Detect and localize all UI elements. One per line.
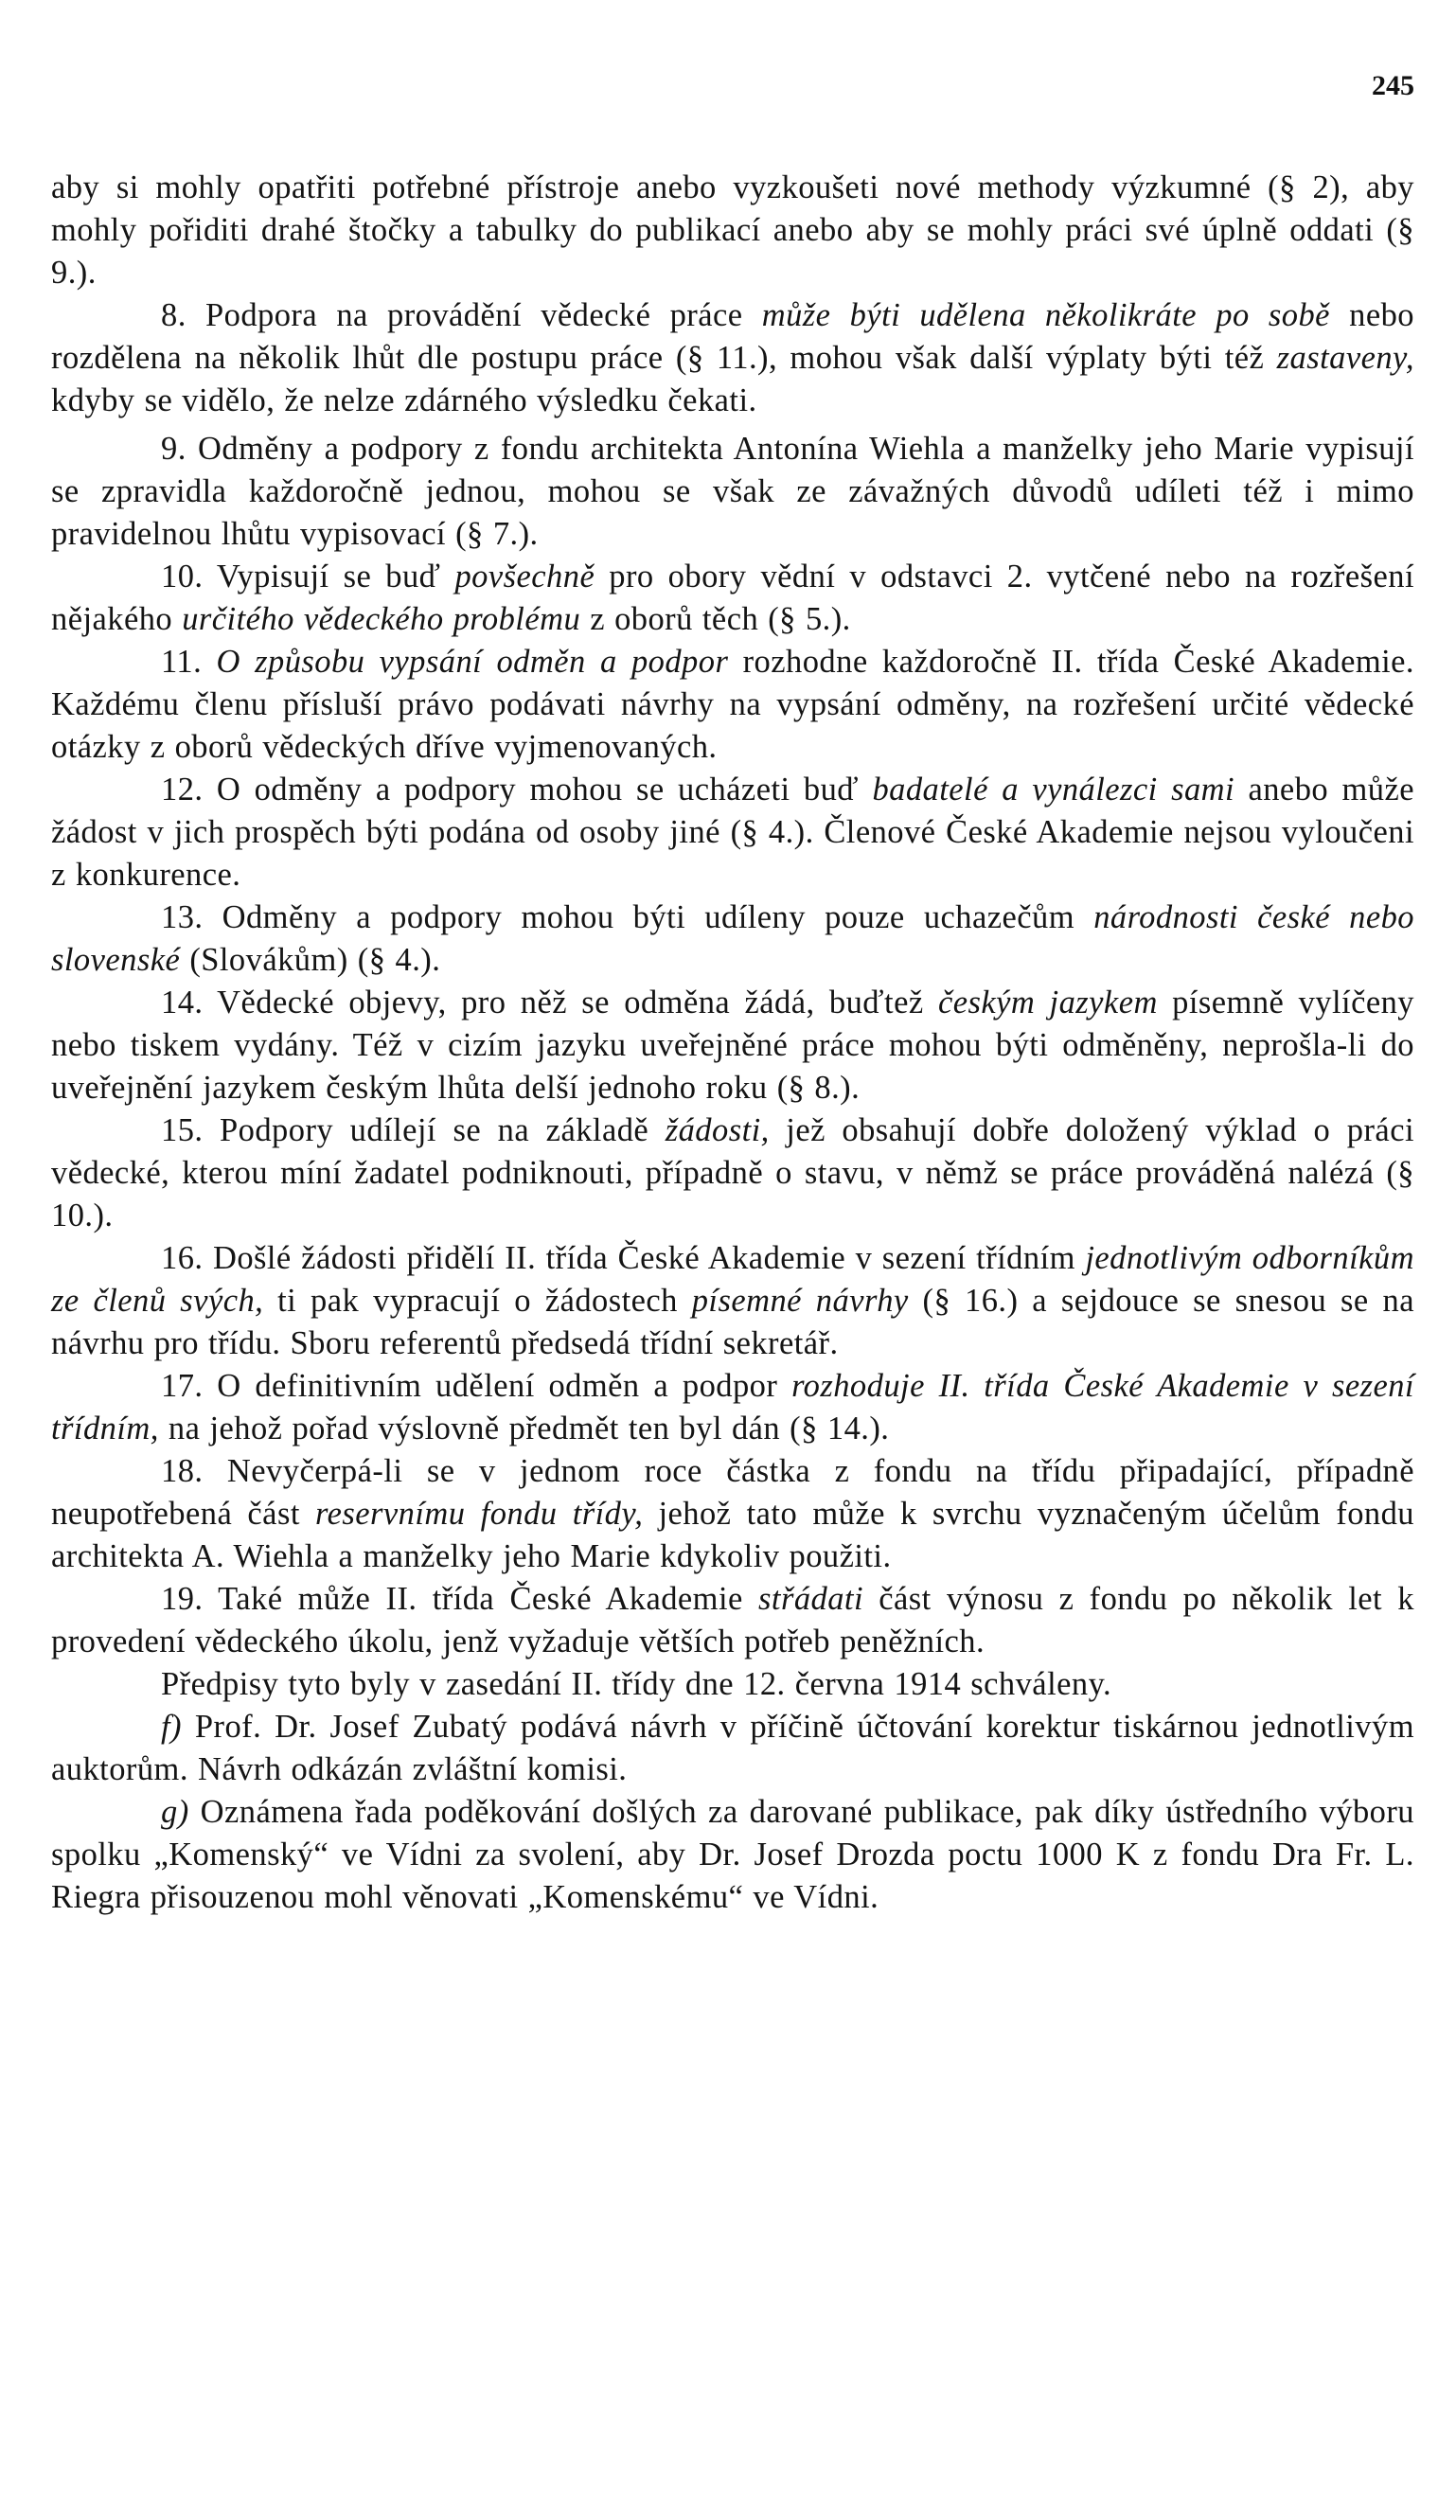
text-run: z oborů těch (§ 5.). bbox=[580, 601, 851, 637]
emphasized-text: písemné návrhy bbox=[691, 1283, 909, 1319]
emphasized-text: žádosti, bbox=[665, 1112, 770, 1148]
paragraph-19 bbox=[51, 1578, 1414, 1663]
paragraph-17 bbox=[51, 1365, 1414, 1450]
text-run: nebo rozdělena na několik lhůt dle postupu práce (§ 11.), mohou však další výplaty býti též bbox=[51, 297, 1414, 376]
text-run: 15. Podpory udílejí se na základě bbox=[161, 1112, 666, 1148]
emphasized-text: f) bbox=[161, 1709, 182, 1745]
text-run: ti pak vypracují o žádostech bbox=[263, 1283, 692, 1319]
emphasized-text: zastaveny, bbox=[1276, 340, 1414, 376]
paragraph-10 bbox=[51, 556, 1414, 641]
emphasized-text: O způsobu vypsání odměn a podpor bbox=[216, 644, 729, 680]
emphasized-text: střádati bbox=[758, 1581, 863, 1617]
text-run: písemně vylíčeny nebo tiskem vydány. Též v cizím jazyku uveřejněné práce mohou býti odměněny, neprošla-li do uveřejnění jazykem českým lhůta delší jednoho roku (§ 8.). bbox=[51, 985, 1414, 1106]
text-run: 18. Nevyčerpá-li se v jednom roce částka z fondu na třídu připadající, případně neupotřebená část bbox=[51, 1453, 1414, 1532]
text-run: (§ 16.) a sejdouce se snesou se na návrhu pro třídu. Sboru referentů předsedá třídní sekretář. bbox=[51, 1283, 1414, 1361]
text-run: 9. Odměny a podpory z fondu architekta Antonína Wiehla a manželky jeho Marie vypisují se zpravidla každoročně jednou, mohou se však ze závažných důvodů udíleti též i mimo pravidelnou lhůtu vypisovací (§ 7.). bbox=[51, 431, 1414, 552]
emphasized-text: jednotlivým odborníkům ze členů svých, bbox=[51, 1240, 1414, 1319]
text-run: 17. O definitivním udělení odměn a podpor bbox=[161, 1368, 792, 1404]
paragraph-11 bbox=[51, 641, 1414, 769]
text-run: anebo může žádost v jich prospěch býti podána od osoby jiné (§ 4.). Členové České Akademie nejsou vyloučeni z konkurence. bbox=[51, 772, 1414, 893]
paragraph-13 bbox=[51, 896, 1414, 982]
emphasized-text: českým jazykem bbox=[937, 985, 1158, 1020]
text-run: 12. O odměny a podpory mohou se ucházeti buď bbox=[161, 772, 873, 807]
approval-note bbox=[51, 1663, 1414, 1706]
paragraph-14 bbox=[51, 982, 1414, 1109]
emphasized-text: povšechně bbox=[454, 559, 595, 595]
text-run: jež obsahují dobře doložený výklad o práci vědecké, kterou míní žadatel podniknouti, případně o stavu, v němž se práce prováděná nalézá (§ 10.). bbox=[51, 1112, 1414, 1233]
text-run: jehož tato může k svrchu vyznačeným účelům fondu architekta A. Wiehla a manželky jeho Marie kdykoliv použiti. bbox=[51, 1496, 1414, 1574]
text-run: Oznámena řada poděkování došlých za darované publikace, pak díky ústředního výboru spolku „Komenský“ ve Vídni za svolení, aby Dr. Josef Drozda poctu 1000 K z fondu Dra Fr. L. Riegra přisouzenou mohl věnovati „Komenskému“ ve Vídni. bbox=[51, 1794, 1414, 1915]
text-run: 10. Vypisují se buď bbox=[161, 559, 455, 595]
paragraph bbox=[51, 167, 1414, 294]
text-run: 13. Odměny a podpory mohou býti udíleny pouze uchazečům bbox=[161, 899, 1094, 935]
paragraph-9 bbox=[51, 428, 1414, 556]
paragraph-8 bbox=[51, 294, 1414, 422]
text-run: kdyby se vidělo, že nelze zdárného výsledku čekati. bbox=[51, 382, 757, 418]
paragraph-f bbox=[51, 1706, 1414, 1791]
text-run: (Slovákům) (§ 4.). bbox=[180, 942, 441, 978]
text-run: 8. Podpora na provádění vědecké práce bbox=[161, 297, 762, 333]
text-run: na jehož pořad výslovně předmět ten byl dán (§ 14.). bbox=[158, 1411, 890, 1446]
text-run: pro obory vědní v odstavci 2. vytčené nebo na rozřešení nějakého bbox=[51, 559, 1414, 637]
emphasized-text: badatelé a vynálezci sami bbox=[872, 772, 1235, 807]
text-run: 19. Také může II. třída České Akademie bbox=[161, 1581, 759, 1617]
emphasized-text: může býti udělena několikráte po sobě bbox=[761, 297, 1330, 333]
text-run: aby si mohly opatřiti potřebné přístroje anebo vyzkoušeti nové methody výzkumné (§ 2), aby mohly pořiditi drahé štočky a tabulky do publikací anebo aby se mohly práci své úplně oddati (§ 9.). bbox=[51, 169, 1414, 291]
emphasized-text: určitého vědeckého problému bbox=[182, 601, 581, 637]
text-run: 16. Došlé žádosti přidělí II. třída České Akademie v sezení třídním bbox=[161, 1240, 1086, 1276]
text-run: rozhodne každoročně II. třída České Akademie. Každému členu přísluší právo podávati návrhy na vypsání odměny, na rozřešení určité vědecké otázky z oborů vědeckých dříve vyjmenovaných. bbox=[51, 644, 1414, 765]
text-run: Prof. Dr. Josef Zubatý podává návrh v příčině účtování korektur tiskárnou jednotlivým auktorům. Návrh odkázán zvláštní komisi. bbox=[51, 1709, 1414, 1787]
paragraph-18 bbox=[51, 1450, 1414, 1578]
body-text bbox=[51, 167, 1414, 1919]
paragraph-12 bbox=[51, 769, 1414, 896]
text-run: 14. Vědecké objevy, pro něž se odměna žádá, buďtež bbox=[161, 985, 938, 1020]
text-run: 11. bbox=[161, 644, 217, 680]
emphasized-text: reservnímu fondu třídy, bbox=[315, 1496, 644, 1532]
paragraph-g bbox=[51, 1791, 1414, 1919]
text-run: část výnosu z fondu po několik let k provedení vědeckého úkolu, jenž vyžaduje větších potřeb peněžních. bbox=[51, 1581, 1415, 1659]
text-run: Předpisy tyto byly v zasedání II. třídy dne 12. června 1914 schváleny. bbox=[161, 1666, 1112, 1702]
emphasized-text: g) bbox=[161, 1794, 189, 1830]
emphasized-text: rozhoduje II. třída České Akademie v sezení třídním, bbox=[51, 1368, 1414, 1446]
paragraph-16 bbox=[51, 1237, 1414, 1365]
emphasized-text: národnosti české nebo slovenské bbox=[51, 899, 1415, 978]
page-number: 245 bbox=[1372, 70, 1414, 101]
paragraph-15 bbox=[51, 1109, 1414, 1237]
